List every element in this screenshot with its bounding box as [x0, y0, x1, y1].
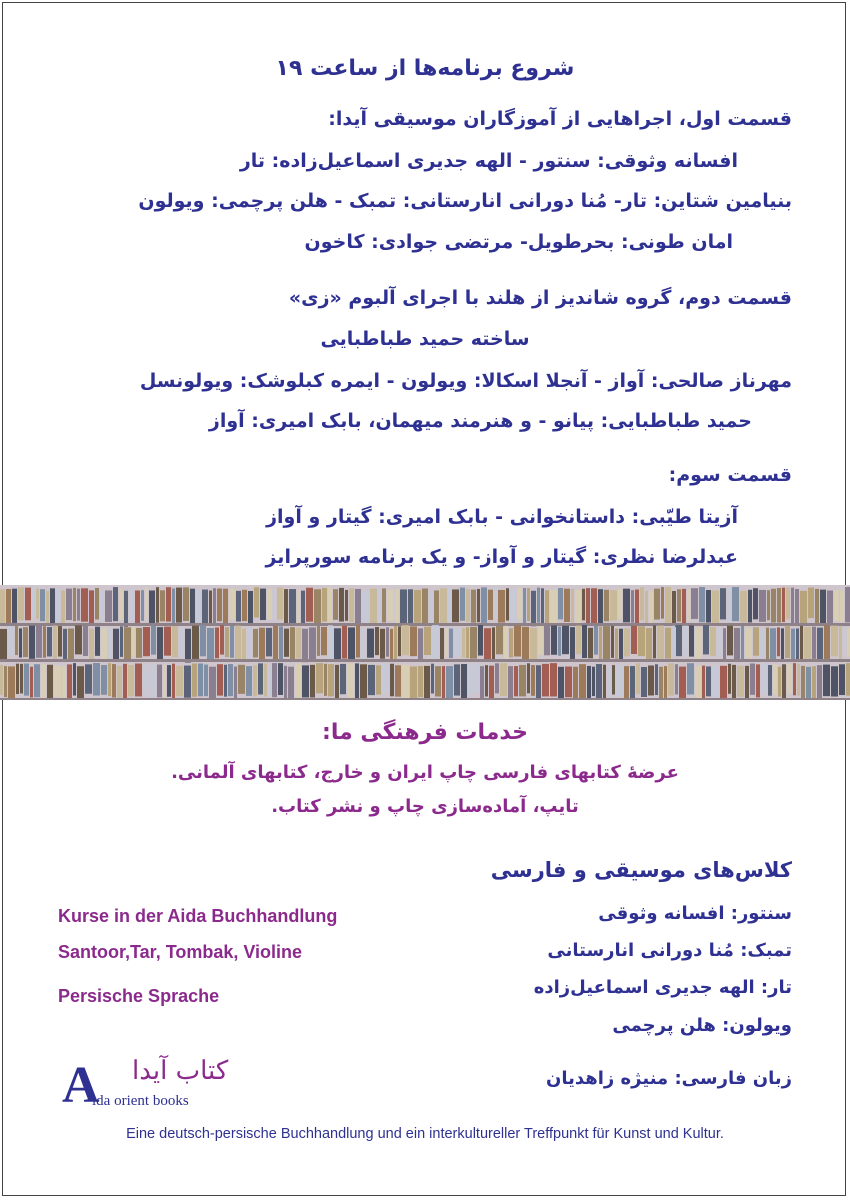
german-course-line: Persische Sprache — [58, 986, 220, 1006]
german-course-line: Kurse in der Aida Buchhandlung — [58, 906, 338, 926]
part3-line: آزیتا طیّبی: داستانخوانی - بابک امیری: گیتار و آواز — [266, 506, 738, 528]
logo-persian-text: کتاب آیدا — [132, 1056, 229, 1086]
part1-heading: قسمت اول، اجراهایی از آموزگاران موسیقی آیدا: — [328, 108, 792, 130]
services-line: عرضۀ کتابهای فارسی چاپ ایران و خارج، کتابهای آلمانی. — [171, 762, 679, 783]
part3-heading: قسمت سوم: — [668, 464, 792, 486]
part2-heading: قسمت دوم، گروه شاندیز از هلند با اجرای آلبوم «زی» — [288, 287, 792, 309]
german-course-line: Santoor,Tar, Tombak, Violine — [58, 942, 303, 962]
class-item: زبان فارسی: منیژه زاهدیان — [545, 1068, 792, 1089]
part2-line: حمید طباطبایی: پیانو - و هنرمند میهمان، بابک امیری: آواز — [208, 410, 752, 432]
class-item: تار: الهه جدیری اسماعیل‌زاده — [533, 977, 792, 998]
aida-logo — [62, 1058, 262, 1114]
part1-line: افسانه وثوقی: سنتور - الهه جدیری اسماعیل‌زاده: تار — [239, 150, 738, 172]
classes-title: کلاس‌های موسیقی و فارسی — [490, 858, 792, 882]
bookshelf-image — [0, 585, 850, 700]
logo-letter-a: A — [62, 1057, 100, 1114]
part2-subheading: ساخته حمید طباطبایی — [320, 328, 530, 350]
logo-latin-text: ida orient books — [92, 1093, 189, 1109]
services-line: تایپ، آماده‌سازی چاپ و نشر کتاب. — [271, 796, 579, 817]
part1-line: امان طونی: بحرطویل- مرتضی جوادی: کاخون — [304, 231, 733, 253]
part2-line: مهرناز صالحی: آواز - آنجلا اسکالا: ویولون - ایمره کبلوشک: ویولونسل — [139, 370, 792, 392]
part3-line: عبدلرضا نظری: گیتار و آواز- و یک برنامه سورپرایز — [265, 546, 738, 568]
class-item: تمبک: مُنا دورانی انارستانی — [547, 940, 792, 961]
class-item: سنتور: افسانه وثوقی — [598, 903, 792, 924]
services-title: خدمات فرهنگی ما: — [322, 720, 528, 745]
part1-line: بنیامین شتاین: تار- مُنا دورانی انارستانی: تمبک - هلن پرچمی: ویولون — [138, 190, 792, 212]
footer-tagline: Eine deutsch-persische Buchhandlung und ein interkultureller Treffpunkt für Kunst und Kultur. — [126, 1126, 724, 1142]
class-item: ویولون: هلن پرچمی — [612, 1015, 792, 1036]
program-start-title: شروع برنامه‌ها از ساعت ۱۹ — [275, 56, 575, 81]
